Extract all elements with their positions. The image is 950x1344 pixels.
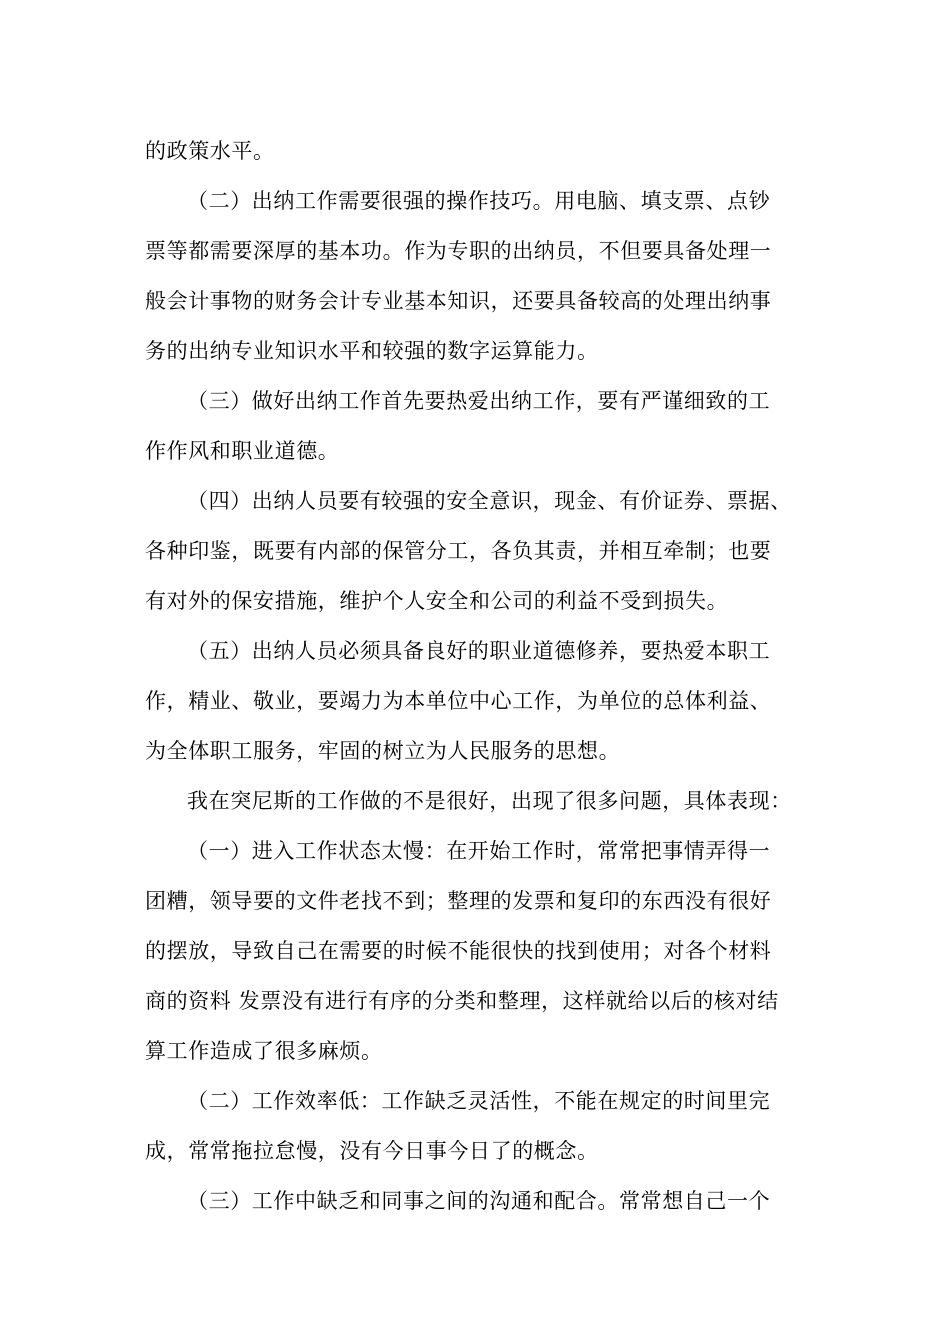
text-line: 的摆放，导致自己在需要的时候不能很快的找到使用；对各个材料 (145, 939, 772, 963)
text-line: （四）出纳人员要有较强的安全意识，现金、有价证券、票据、 (187, 489, 792, 513)
text-line: （五）出纳人员必须具备良好的职业道德修养，要热爱本职工 (187, 639, 771, 663)
text-line: 商的资料 发票没有进行有序的分类和整理，这样就给以后的核对结 (145, 989, 779, 1013)
text-line: 有对外的保安措施，维护个人安全和公司的利益不受到损失。 (145, 589, 729, 613)
text-line: 我在突尼斯的工作做的不是很好，出现了很多问题，具体表现： (187, 789, 792, 813)
text-line: （三）做好出纳工作首先要热爱出纳工作，要有严谨细致的工 (187, 389, 771, 413)
text-line: （二）出纳工作需要很强的操作技巧。用电脑、填支票、点钞 (187, 189, 771, 213)
text-line: 的政策水平。 (145, 139, 275, 163)
text-line: 各种印鉴，既要有内部的保管分工，各负其责，并相互牵制；也要 (145, 539, 772, 563)
text-line: 团糟，领导要的文件老找不到；整理的发票和复印的东西没有很好 (145, 889, 772, 913)
text-line: 作，精业、敬业，要竭力为本单位中心工作，为单位的总体利益、 (145, 689, 772, 713)
text-line: （二）工作效率低：工作缺乏灵活性，不能在规定的时间里完 (187, 1089, 771, 1113)
text-line: 般会计事物的财务会计专业基本知识，还要具备较高的处理出纳事 (145, 289, 772, 313)
text-line: 作作风和职业道德。 (145, 439, 340, 463)
text-line: 为全体职工服务，牢固的树立为人民服务的思想。 (145, 739, 621, 763)
text-line: 务的出纳专业知识水平和较强的数字运算能力。 (145, 339, 599, 363)
text-line: 票等都需要深厚的基本功。作为专职的出纳员，不但要具备处理一 (145, 239, 772, 263)
text-line: 成，常常拖拉怠慢，没有今日事今日了的概念。 (145, 1139, 599, 1163)
text-line: 算工作造成了很多麻烦。 (145, 1039, 383, 1063)
text-line: （一）进入工作状态太慢：在开始工作时，常常把事情弄得一 (187, 839, 771, 863)
text-line: （三）工作中缺乏和同事之间的沟通和配合。常常想自己一个 (187, 1189, 771, 1213)
